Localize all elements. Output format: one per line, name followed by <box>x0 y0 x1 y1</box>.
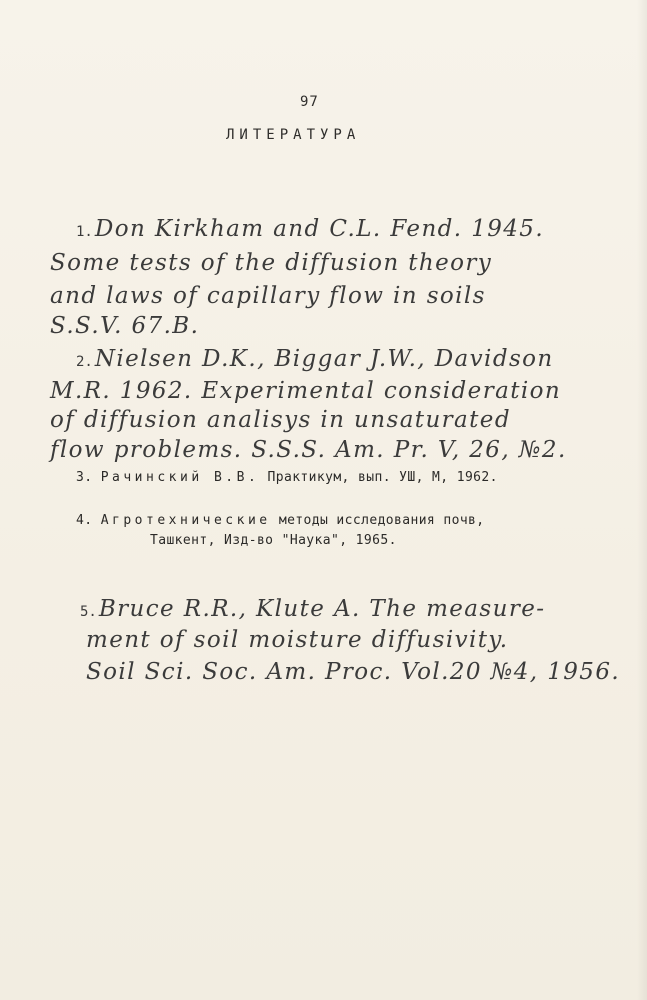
reference-5-line-3: Soil Sci. Soc. Am. Proc. Vol.20 №4, 1956. <box>86 659 621 685</box>
reference-4-number: 4. <box>76 513 93 528</box>
page-title: ЛИТЕРАТУРА <box>226 127 361 143</box>
reference-1-line-3: and laws of capillary flow in soils <box>50 283 486 309</box>
reference-1-text: Don Kirkham and C.L. Fend. 1945. <box>94 216 545 242</box>
reference-1-line-2: Some tests of the diffusion theory <box>50 250 493 276</box>
reference-4-title-start: Агротехнические <box>100 513 271 528</box>
reference-2-text: Nielsen D.K., Biggar J.W., Davidson <box>94 346 554 372</box>
reference-5-line-1 <box>80 596 545 622</box>
reference-5-text: Bruce R.R., Klute A. The measure- <box>98 596 546 622</box>
reference-2-line-4: flow problems. S.S.S. Am. Pr. V, 26, №2. <box>50 437 567 463</box>
reference-2-number: 2. <box>76 354 93 370</box>
reference-2-line-3: of diffusion analisys in unsaturated <box>50 407 511 433</box>
reference-4-title-rest: методы исследования почв, <box>278 513 485 528</box>
reference-5-number: 5. <box>80 604 97 620</box>
reference-2-line-1 <box>76 346 554 372</box>
reference-1-line-1 <box>76 216 544 242</box>
page-number: 97 <box>300 94 319 110</box>
reference-1-number: 1. <box>76 224 93 240</box>
reference-2-line-2: M.R. 1962. Experimental consideration <box>50 378 562 404</box>
reference-1-line-4: S.S.V. 67.B. <box>50 313 200 339</box>
reference-3-text: Практикум, вып. УШ, М, 1962. <box>267 470 498 485</box>
reference-4-line-2: Ташкент, Изд-во "Наука", 1965. <box>150 533 397 548</box>
reference-3 <box>76 470 498 485</box>
reference-3-number: 3. <box>76 470 93 485</box>
page-edge-shadow <box>637 0 647 1000</box>
reference-4-line-1 <box>76 513 485 528</box>
reference-3-author: Рачинский В.В. <box>100 470 260 485</box>
reference-5-line-2: ment of soil moisture diffusivity. <box>86 627 509 653</box>
